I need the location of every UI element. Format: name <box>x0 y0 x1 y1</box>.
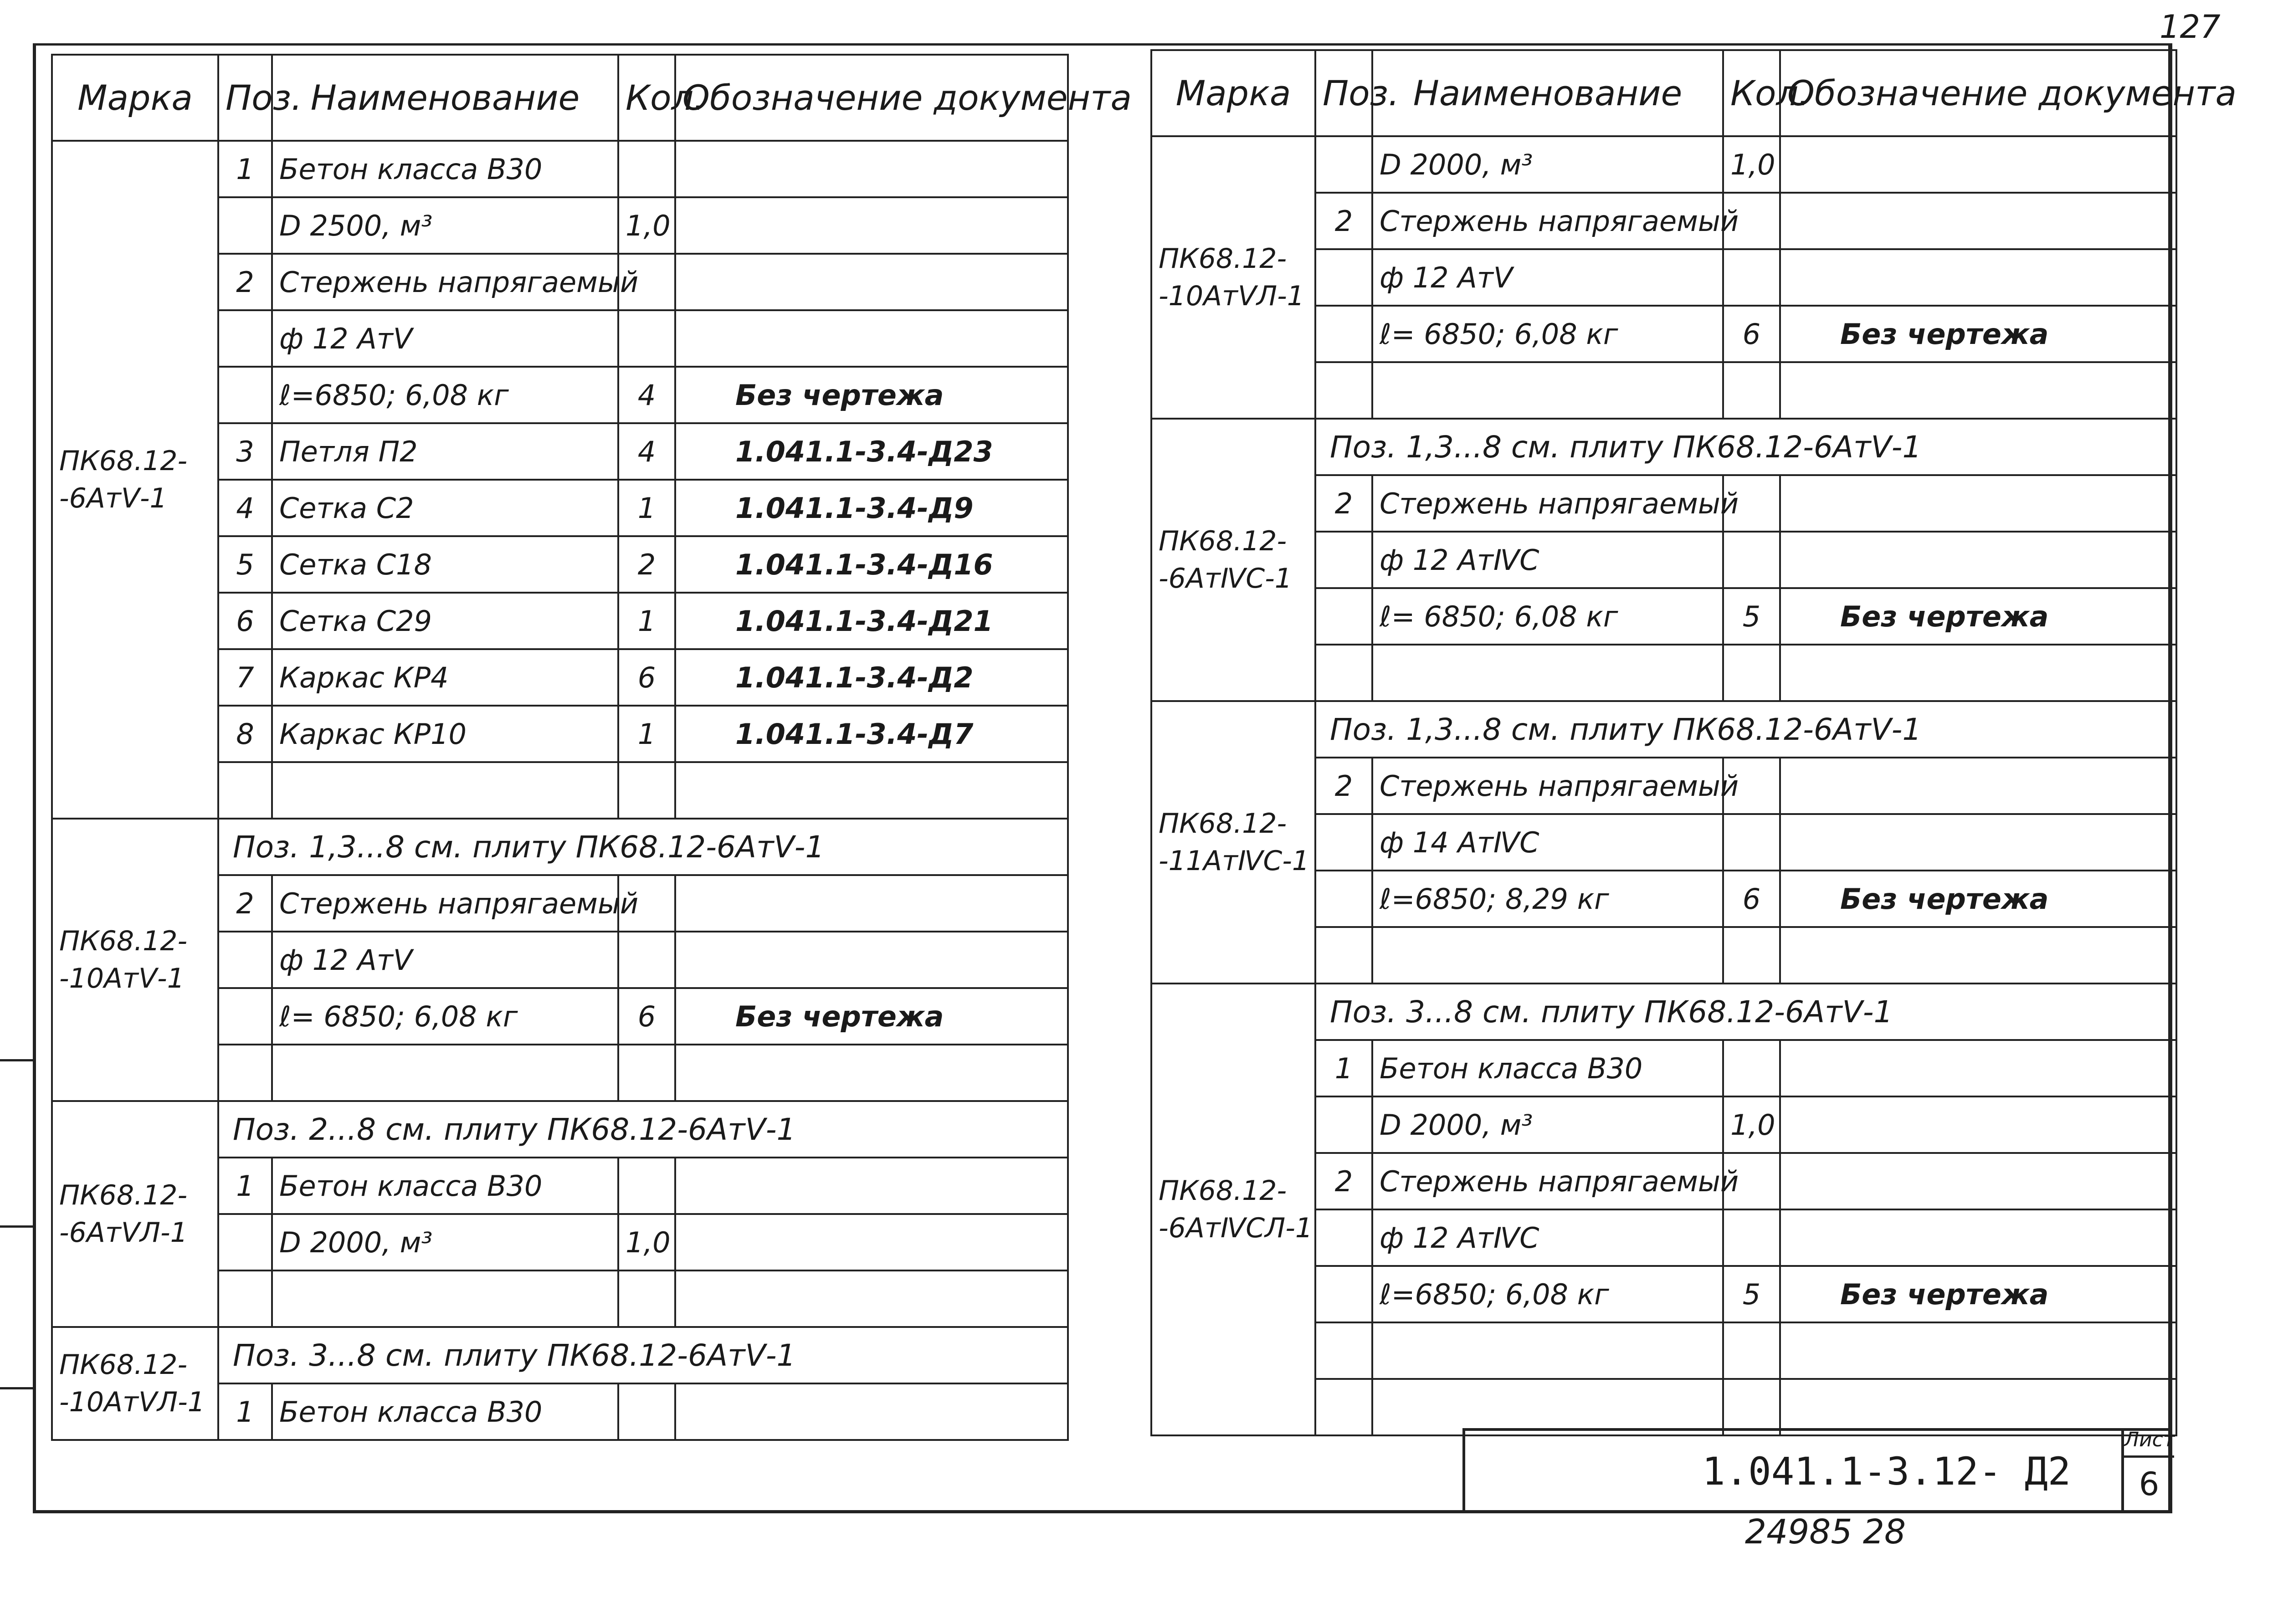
name-cell <box>1372 927 1723 984</box>
qty-cell <box>1723 927 1780 984</box>
name-cell: Петля П2 <box>272 423 618 480</box>
pos-cell <box>1315 532 1372 588</box>
pos-cell <box>218 1214 272 1271</box>
qty-cell: 6 <box>1723 306 1780 362</box>
qty-cell: 1 <box>618 593 675 649</box>
name-cell: Бетон класса В30 <box>272 141 618 197</box>
table-row <box>1151 136 2176 193</box>
qty-cell <box>1723 249 1780 306</box>
pos-cell <box>1315 1096 1372 1153</box>
block-mark: ПК68.12--10АтⅤЛ-1 <box>1151 136 1315 419</box>
name-cell <box>272 1045 618 1101</box>
name-cell: Стержень напрягаемый <box>1372 1153 1723 1209</box>
doc-cell: Без чертежа <box>1780 588 2176 645</box>
block-mark: ПК68.12--11АтⅣС-1 <box>1151 701 1315 984</box>
name-cell: D 2000, м³ <box>1372 136 1723 193</box>
block-reference-row <box>52 1327 1068 1383</box>
pos-cell <box>1315 588 1372 645</box>
pos-cell <box>1315 1266 1372 1322</box>
doc-cell <box>1780 1209 2176 1266</box>
qty-cell: 1,0 <box>1723 136 1780 193</box>
doc-cell <box>1780 136 2176 193</box>
sheet-number: 6 <box>2121 1455 2174 1513</box>
block-mark: ПК68.12--6АтⅤ-1 <box>52 141 218 819</box>
doc-cell <box>675 1158 1068 1214</box>
pos-cell: 2 <box>1315 475 1372 532</box>
pos-cell <box>218 367 272 423</box>
doc-cell <box>675 1214 1068 1271</box>
block-reference-row <box>1151 419 2176 475</box>
pos-cell <box>218 762 272 819</box>
name-cell: Стержень напрягаемый <box>1372 475 1723 532</box>
block-mark: ПК68.12--10АтⅤ-1 <box>52 819 218 1101</box>
header-qty: Кол. <box>618 55 675 141</box>
name-cell: D 2000, м³ <box>1372 1096 1723 1153</box>
pos-cell <box>218 310 272 367</box>
doc-cell <box>1780 362 2176 419</box>
name-cell: Каркас КР10 <box>272 706 618 762</box>
pos-cell: 3 <box>218 423 272 480</box>
pos-cell <box>1315 1322 1372 1379</box>
pos-cell <box>1315 136 1372 193</box>
name-cell: Сетка С18 <box>272 536 618 593</box>
reference-text: Поз. 2...8 см. плиту ПК68.12-6АтⅤ-1 <box>218 1101 1068 1158</box>
doc-cell <box>675 1045 1068 1101</box>
name-cell <box>272 1271 618 1327</box>
pos-cell <box>1315 306 1372 362</box>
name-cell: ℓ= 6850; 6,08 кг <box>272 988 618 1045</box>
name-cell: D 2500, м³ <box>272 197 618 254</box>
name-cell: Стержень напрягаемый <box>272 254 618 310</box>
header-mark: Марка <box>1151 50 1315 136</box>
margin-tick <box>0 1387 33 1389</box>
pos-cell: 2 <box>1315 1153 1372 1209</box>
title-block <box>1462 1428 2175 1513</box>
doc-cell: Без чертежа <box>1780 1266 2176 1322</box>
qty-cell <box>618 1045 675 1101</box>
qty-cell <box>1723 1209 1780 1266</box>
pos-cell: 6 <box>218 593 272 649</box>
name-cell <box>1372 1322 1723 1379</box>
pos-cell <box>1315 1209 1372 1266</box>
name-cell: ℓ=6850; 6,08 кг <box>272 367 618 423</box>
header-doc: Обозначение документа <box>675 55 1068 141</box>
doc-cell: 1.041.1-3.4-Д9 <box>675 480 1068 536</box>
doc-cell <box>1780 645 2176 701</box>
qty-cell: 5 <box>1723 1266 1780 1322</box>
doc-cell <box>1780 1096 2176 1153</box>
block-mark: ПК68.12--10АтⅤЛ-1 <box>52 1327 218 1440</box>
doc-cell: 1.041.1-3.4-Д2 <box>675 649 1068 706</box>
doc-cell <box>1780 249 2176 306</box>
pos-cell: 5 <box>218 536 272 593</box>
name-cell: ℓ=6850; 6,08 кг <box>1372 1266 1723 1322</box>
qty-cell <box>1723 362 1780 419</box>
name-cell: ф 12 АтⅤ <box>272 932 618 988</box>
name-cell: ф 12 АтⅤ <box>272 310 618 367</box>
doc-cell <box>1780 532 2176 588</box>
block-reference-row <box>52 819 1068 875</box>
doc-cell: Без чертежа <box>675 988 1068 1045</box>
left-specification-table <box>51 54 1132 1441</box>
doc-cell <box>675 762 1068 819</box>
name-cell: Каркас КР4 <box>272 649 618 706</box>
doc-cell: Без чертежа <box>1780 306 2176 362</box>
doc-cell <box>1780 1322 2176 1379</box>
qty-cell: 6 <box>618 988 675 1045</box>
name-cell: ℓ=6850; 8,29 кг <box>1372 871 1723 927</box>
name-cell <box>272 762 618 819</box>
pos-cell: 2 <box>1315 193 1372 249</box>
qty-cell <box>618 1383 675 1440</box>
doc-cell <box>675 932 1068 988</box>
doc-cell <box>675 875 1068 932</box>
name-cell: ф 12 АтⅣС <box>1372 1209 1723 1266</box>
pos-cell <box>218 988 272 1045</box>
header-pos: Поз. <box>1315 50 1372 136</box>
name-cell: Стержень напрягаемый <box>1372 193 1723 249</box>
pos-cell: 1 <box>218 141 272 197</box>
pos-cell: 2 <box>218 875 272 932</box>
block-mark: ПК68.12--6АтⅣС-1 <box>1151 419 1315 701</box>
pos-cell: 1 <box>1315 1040 1372 1096</box>
doc-cell <box>675 1383 1068 1440</box>
name-cell: Стержень напрягаемый <box>272 875 618 932</box>
qty-cell: 4 <box>618 367 675 423</box>
qty-cell: 1,0 <box>618 197 675 254</box>
name-cell: ℓ= 6850; 6,08 кг <box>1372 588 1723 645</box>
pos-cell <box>218 1045 272 1101</box>
name-cell: ф 12 АтⅣС <box>1372 532 1723 588</box>
pos-cell <box>1315 927 1372 984</box>
qty-cell <box>1723 814 1780 871</box>
doc-cell <box>1780 193 2176 249</box>
doc-cell: 1.041.1-3.4-Д21 <box>675 593 1068 649</box>
doc-cell <box>1780 814 2176 871</box>
header-row <box>52 55 1068 141</box>
doc-cell: 1.041.1-3.4-Д16 <box>675 536 1068 593</box>
header-qty: Кол. <box>1723 50 1780 136</box>
qty-cell: 1,0 <box>618 1214 675 1271</box>
qty-cell: 4 <box>618 423 675 480</box>
name-cell: Сетка С29 <box>272 593 618 649</box>
header-name: Наименование <box>1372 50 1723 136</box>
header-name: Наименование <box>272 55 618 141</box>
right-specification-table <box>1150 49 2237 1436</box>
doc-cell <box>675 310 1068 367</box>
inventory-number: 24985 28 <box>1745 1512 1906 1552</box>
name-cell <box>1372 645 1723 701</box>
doc-cell <box>1780 475 2176 532</box>
pos-cell: 2 <box>1315 758 1372 814</box>
doc-cell: Без чертежа <box>1780 871 2176 927</box>
block-reference-row <box>1151 984 2176 1040</box>
doc-cell: Без чертежа <box>675 367 1068 423</box>
pos-cell <box>218 932 272 988</box>
pos-cell <box>1315 645 1372 701</box>
page-number: 127 <box>2160 8 2221 46</box>
pos-cell <box>1315 814 1372 871</box>
reference-text: Поз. 3...8 см. плиту ПК68.12-6АтⅤ-1 <box>1315 984 2176 1040</box>
pos-cell <box>218 197 272 254</box>
qty-cell <box>1723 1379 1780 1435</box>
name-cell: Бетон класса В30 <box>272 1383 618 1440</box>
qty-cell: 1 <box>618 706 675 762</box>
header-mark: Марка <box>52 55 218 141</box>
doc-cell: 1.041.1-3.4-Д7 <box>675 706 1068 762</box>
sheet-label: Лист <box>2121 1428 2174 1458</box>
name-cell <box>1372 362 1723 419</box>
reference-text: Поз. 1,3...8 см. плиту ПК68.12-6АтⅤ-1 <box>218 819 1068 875</box>
header-pos: Поз. <box>218 55 272 141</box>
name-cell: Бетон класса В30 <box>272 1158 618 1214</box>
pos-cell <box>1315 249 1372 306</box>
doc-cell <box>675 141 1068 197</box>
qty-cell <box>1723 1040 1780 1096</box>
table-row <box>52 141 1068 197</box>
qty-cell <box>1723 645 1780 701</box>
pos-cell: 4 <box>218 480 272 536</box>
pos-cell: 1 <box>218 1158 272 1214</box>
qty-cell <box>618 1271 675 1327</box>
block-mark: ПК68.12--6АтⅣСЛ-1 <box>1151 984 1315 1435</box>
pos-cell: 7 <box>218 649 272 706</box>
doc-cell <box>1780 758 2176 814</box>
qty-cell <box>618 141 675 197</box>
reference-text: Поз. 3...8 см. плиту ПК68.12-6АтⅤ-1 <box>218 1327 1068 1383</box>
doc-cell <box>1780 927 2176 984</box>
name-cell: ℓ= 6850; 6,08 кг <box>1372 306 1723 362</box>
margin-tick <box>0 1059 33 1061</box>
name-cell: Бетон класса В30 <box>1372 1040 1723 1096</box>
qty-cell <box>1723 532 1780 588</box>
name-cell: D 2000, м³ <box>272 1214 618 1271</box>
name-cell: Стержень напрягаемый <box>1372 758 1723 814</box>
header-doc: Обозначение документа <box>1780 50 2176 136</box>
name-cell <box>1372 1379 1723 1435</box>
qty-cell: 6 <box>618 649 675 706</box>
pos-cell: 8 <box>218 706 272 762</box>
doc-cell <box>675 1271 1068 1327</box>
pos-cell <box>1315 1379 1372 1435</box>
qty-cell: 1 <box>618 480 675 536</box>
pos-cell <box>218 1271 272 1327</box>
margin-tick <box>0 1225 33 1228</box>
doc-cell <box>1780 1040 2176 1096</box>
doc-cell <box>675 254 1068 310</box>
doc-cell <box>1780 1153 2176 1209</box>
header-row <box>1151 50 2176 136</box>
pos-cell: 1 <box>218 1383 272 1440</box>
reference-text: Поз. 1,3...8 см. плиту ПК68.12-6АтⅤ-1 <box>1315 419 2176 475</box>
qty-cell: 1,0 <box>1723 1096 1780 1153</box>
name-cell: ф 14 АтⅣС <box>1372 814 1723 871</box>
qty-cell <box>618 1158 675 1214</box>
qty-cell <box>618 762 675 819</box>
doc-cell: 1.041.1-3.4-Д23 <box>675 423 1068 480</box>
pos-cell <box>1315 871 1372 927</box>
name-cell: ф 12 АтⅤ <box>1372 249 1723 306</box>
reference-text: Поз. 1,3...8 см. плиту ПК68.12-6АтⅤ-1 <box>1315 701 2176 758</box>
qty-cell <box>618 932 675 988</box>
qty-cell: 6 <box>1723 871 1780 927</box>
pos-cell <box>1315 362 1372 419</box>
pos-cell: 2 <box>218 254 272 310</box>
qty-cell <box>1723 1322 1780 1379</box>
name-cell: Сетка С2 <box>272 480 618 536</box>
qty-cell <box>618 310 675 367</box>
doc-cell <box>1780 1379 2176 1435</box>
document-code: 1.041.1-3.12- Д2 <box>1702 1449 2071 1494</box>
block-reference-row <box>52 1101 1068 1158</box>
qty-cell: 5 <box>1723 588 1780 645</box>
block-reference-row <box>1151 701 2176 758</box>
doc-cell <box>675 197 1068 254</box>
qty-cell: 2 <box>618 536 675 593</box>
block-mark: ПК68.12--6АтⅤЛ-1 <box>52 1101 218 1327</box>
